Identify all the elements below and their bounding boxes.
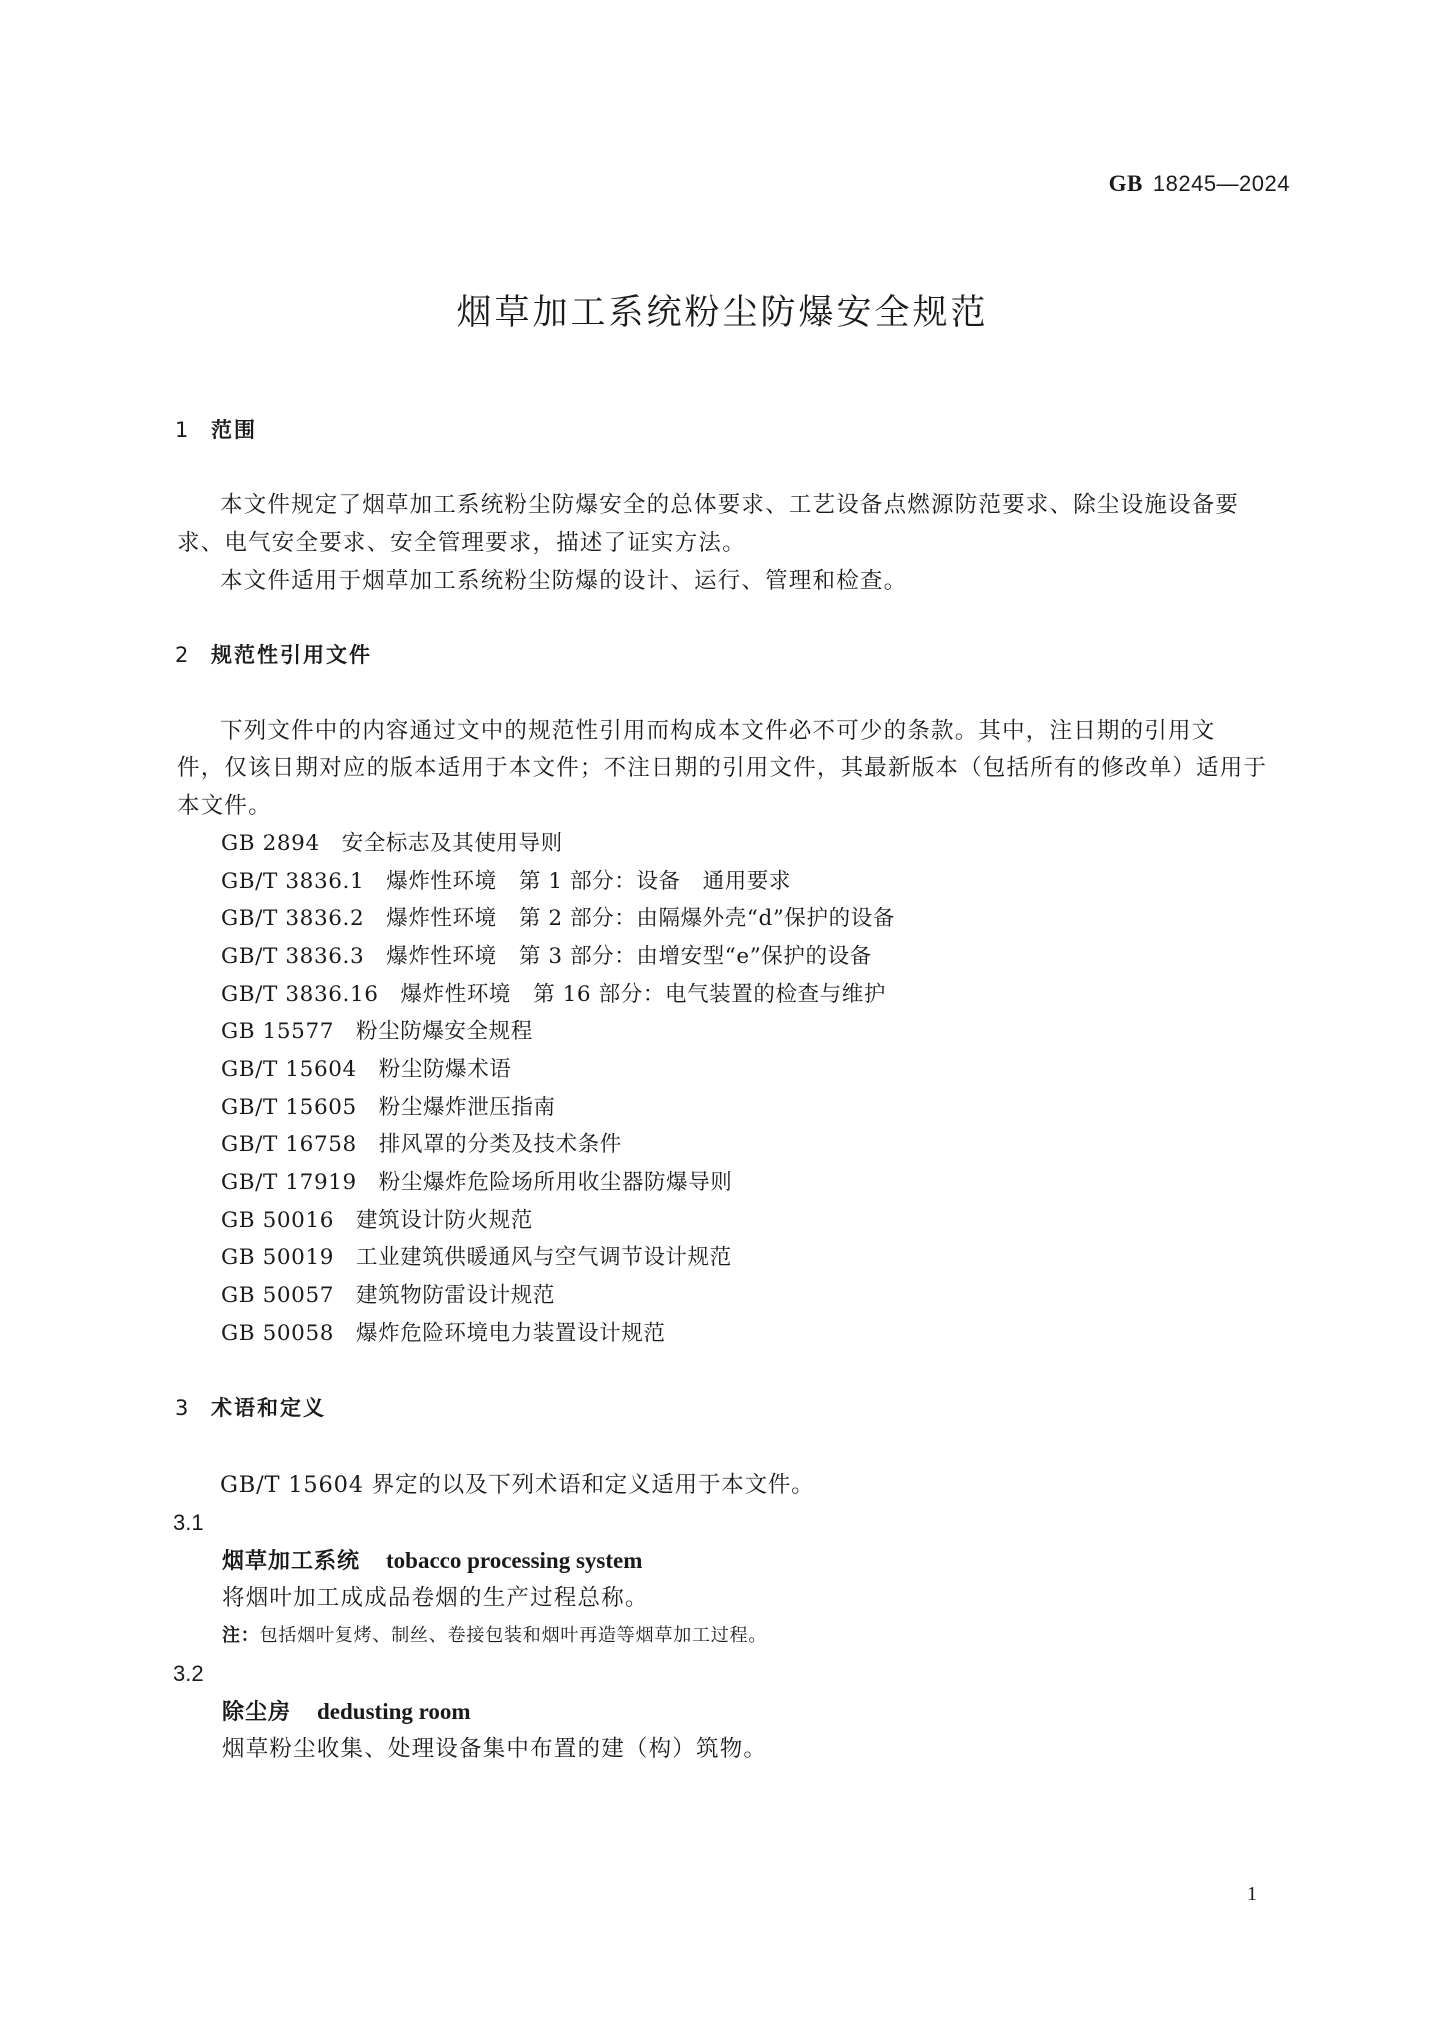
section-title: 规范性引用文件 [211, 643, 372, 667]
reference-code: GB/T 15605 [221, 1095, 357, 1120]
paragraph-line: 本文件。 [177, 793, 272, 819]
section-title: 范围 [211, 418, 257, 442]
term-english: tobacco processing system [386, 1548, 643, 1573]
reference-item [221, 1172, 732, 1194]
reference-title: 建筑物防雷设计规范 [356, 1283, 555, 1308]
paragraph-line: 件，仅该日期对应的版本适用于本文件；不注日期的引用文件，其最新版本（包括所有的修改单）适用于 [177, 755, 1268, 781]
term-entry [222, 1700, 471, 1724]
reference-code: GB/T 3836.2 [221, 906, 365, 931]
reference-code: GB/T 3836.16 [221, 982, 379, 1007]
reference-code: GB 2894 [221, 831, 320, 856]
reference-item [221, 908, 895, 930]
reference-code: GB/T 17919 [221, 1170, 357, 1195]
paragraph-line: 本文件规定了烟草加工系统粉尘防爆安全的总体要求、工艺设备点燃源防范要求、除尘设施设备要 [220, 492, 1240, 518]
standard-number-header [1109, 172, 1290, 195]
note-label: 注： [222, 1625, 260, 1646]
reference-code: GB/T 3836.3 [221, 944, 365, 969]
paragraph-line: 求、电气安全要求、安全管理要求，描述了证实方法。 [177, 530, 746, 556]
reference-item [221, 984, 886, 1006]
section-number: 3 [175, 1396, 189, 1420]
term-number: 3.1 [173, 1510, 204, 1535]
section-number: 2 [175, 643, 189, 667]
section-title: 术语和定义 [211, 1396, 326, 1420]
reference-item [221, 1134, 622, 1156]
reference-code: GB 15577 [221, 1019, 335, 1044]
reference-title: 爆炸性环境 第 2 部分：由隔爆外壳“d”保护的设备 [386, 906, 895, 931]
page-number: 1 [1247, 1883, 1257, 1905]
reference-item [221, 1323, 665, 1345]
reference-item [221, 833, 563, 855]
term-entry [222, 1549, 642, 1573]
section-heading-1 [175, 420, 257, 441]
reference-code: GB/T 3836.1 [221, 869, 365, 894]
paragraph-line: 本文件适用于烟草加工系统粉尘防爆的设计、运行、管理和检查。 [220, 568, 908, 594]
reference-code: GB/T 16758 [221, 1132, 357, 1157]
section-heading-2 [175, 645, 372, 666]
terms-intro: GB/T 15604 界定的以及下列术语和定义适用于本文件。 [220, 1472, 815, 1498]
reference-item [221, 1247, 732, 1269]
standard-number: 18245—2024 [1152, 171, 1290, 196]
reference-code: GB 50058 [221, 1321, 335, 1346]
term-number: 3.2 [173, 1661, 204, 1686]
reference-item [221, 871, 791, 893]
reference-code: GB 50057 [221, 1283, 335, 1308]
section-heading-3 [175, 1398, 326, 1419]
note-text: 包括烟叶复烤、制丝、卷接包装和烟叶再造等烟草加工过程。 [259, 1625, 768, 1646]
reference-title: 粉尘爆炸危险场所用收尘器防爆导则 [378, 1170, 733, 1195]
section-number: 1 [175, 418, 189, 442]
reference-title: 粉尘爆炸泄压指南 [378, 1095, 556, 1120]
reference-item [221, 1021, 533, 1043]
standard-prefix: GB [1108, 171, 1143, 196]
reference-title: 排风罩的分类及技术条件 [378, 1132, 622, 1157]
reference-title: 建筑设计防火规范 [356, 1208, 533, 1233]
reference-title: 安全标志及其使用导则 [341, 831, 563, 856]
reference-title: 爆炸性环境 第 16 部分：电气装置的检查与维护 [400, 982, 886, 1007]
reference-item [221, 1285, 555, 1307]
reference-item [221, 1210, 533, 1232]
reference-item [221, 1059, 511, 1081]
reference-item [221, 1097, 556, 1119]
reference-title: 粉尘防爆术语 [378, 1057, 512, 1082]
term-english: dedusting room [317, 1699, 471, 1724]
reference-code: GB/T 15604 [221, 1057, 357, 1082]
reference-title: 爆炸危险环境电力装置设计规范 [356, 1321, 666, 1346]
term-chinese: 除尘房 [222, 1700, 292, 1725]
reference-title: 粉尘防爆安全规程 [356, 1019, 533, 1044]
paragraph-line: 下列文件中的内容通过文中的规范性引用而构成本文件必不可少的条款。其中，注日期的引用文 [220, 718, 1216, 744]
reference-title: 工业建筑供暖通风与空气调节设计规范 [356, 1245, 732, 1270]
reference-title: 爆炸性环境 第 1 部分：设备 通用要求 [386, 869, 792, 894]
term-chinese: 烟草加工系统 [222, 1549, 361, 1574]
reference-code: GB 50019 [221, 1245, 335, 1270]
reference-title: 爆炸性环境 第 3 部分：由增安型“e”保护的设备 [386, 944, 872, 969]
reference-item [221, 946, 872, 968]
document-title: 烟草加工系统粉尘防爆安全规范 [456, 293, 989, 333]
reference-code: GB 50016 [221, 1208, 335, 1233]
term-definition: 烟草粉尘收集、处理设备集中布置的建（构）筑物。 [222, 1736, 768, 1762]
term-definition: 将烟叶加工成成品卷烟的生产过程总称。 [222, 1585, 649, 1611]
term-note [222, 1627, 767, 1645]
